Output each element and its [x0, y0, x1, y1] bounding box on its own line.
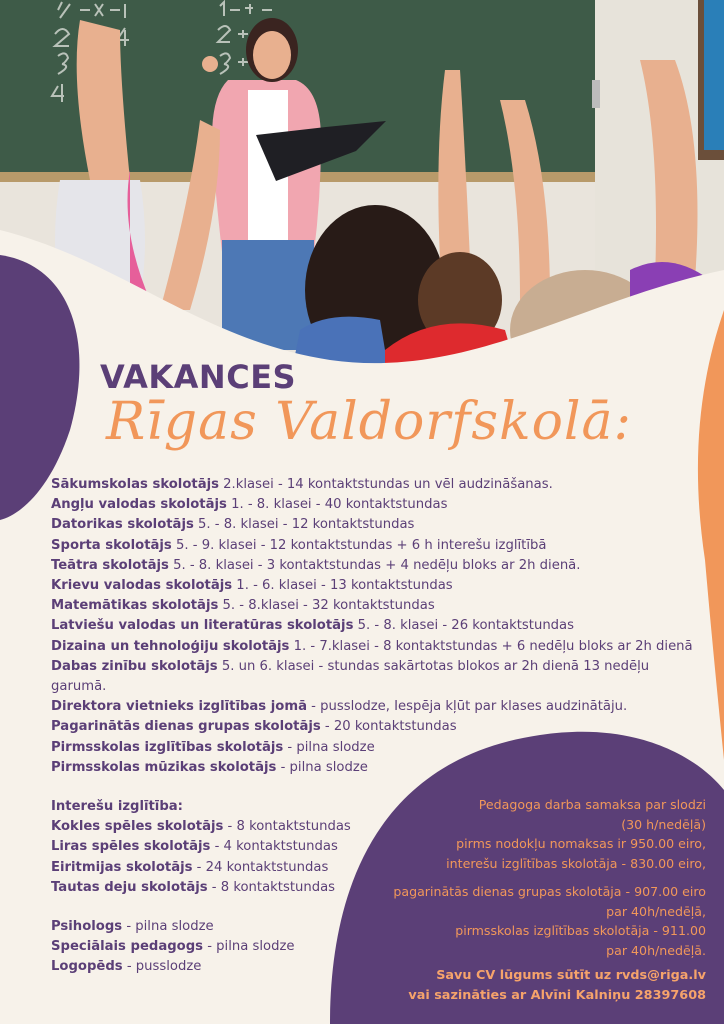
contact-phone-line: vai sazināties ar Alvīni Kalniņu 28397608 [408, 987, 706, 1003]
salary-line: interešu izglītības skolotāja - 830.00 eiro, [446, 855, 706, 871]
list-item: Pirmsskolas izglītības skolotājs - pilna slodze [51, 739, 375, 755]
interest-education-list [51, 797, 351, 898]
list-item: Angļu valodas skolotājs 1. - 8. klasei - 40 kontaktstundas [51, 497, 448, 513]
page-heading: VAKANCES [100, 358, 297, 396]
list-item: Sporta skolotājs 5. - 9. klasei - 12 kontaktstundas + 6 h interešu izglītībā [51, 537, 547, 553]
school-name-title: Rīgas Valdorfskolā: [106, 392, 633, 452]
list-item: Teātra skolotājs 5. - 8. klasei - 3 kontaktstundas + 4 nedēļu bloks ar 2h dienā. [51, 557, 581, 573]
salary-info [370, 795, 706, 960]
contact-email-line: Savu CV lūgums sūtīt uz rvds@riga.lv [436, 968, 706, 983]
list-item: Datorikas skolotājs 5. - 8. klasei - 12 kontaktstundas [51, 517, 415, 533]
list-item: Psihologs - pilna slodze [51, 919, 214, 934]
list-item: Liras spēles skolotājs - 4 kontaktstundas [51, 839, 338, 855]
list-item: Speciālais pedagogs - pilna slodze [51, 939, 295, 955]
list-item: Eiritmijas skolotājs - 24 kontaktstundas [51, 859, 329, 875]
vacancy-list [51, 475, 711, 778]
list-item: Kokles spēles skolotājs - 8 kontaktstundas [51, 819, 351, 835]
salary-line: pagarinātās dienas grupas skolotāja - 907.00 eiro [393, 884, 706, 899]
list-item: Tautas deju skolotājs - 8 kontaktstundas [51, 879, 336, 895]
list-item: Direktora vietnieks izglītības jomā - pusslodze, Iespēja kļūt par klases audzinātāju. [51, 699, 628, 715]
salary-line: Pedagoga darba samaksa par slodzi [478, 797, 706, 812]
section-heading: Interešu izglītība: [51, 799, 183, 814]
list-item: Dizaina un tehnoloģiju skolotājs 1. - 7.klasei - 8 kontaktstundas + 6 nedēļu bloks ar 2h dienā [51, 638, 693, 654]
list-item: Matemātikas skolotājs 5. - 8.klasei - 32 kontaktstundas [51, 598, 435, 614]
list-item: Sākumskolas skolotājs 2.klasei - 14 kontaktstundas un vēl audzināšanas. [51, 477, 553, 492]
list-item: Pirmsskolas mūzikas skolotājs - pilna slodze [51, 759, 368, 775]
list-item: Krievu valodas skolotājs 1. - 6. klasei - 13 kontaktstundas [51, 578, 453, 594]
list-item: Pagarinātās dienas grupas skolotājs - 20 kontaktstundas [51, 719, 457, 735]
salary-line: pirms nodokļu nomaksas ir 950.00 eiro, [456, 836, 706, 851]
contact-info [370, 966, 706, 1005]
list-item: Dabas zinību skolotājs 5. un 6. klasei - stundas sakārtotas blokos ar 2h dienā 13 nedēļu garumā. [51, 658, 650, 695]
list-item: Logopēds - pusslodze [51, 959, 202, 975]
salary-line: (30 h/nedēļā) [621, 816, 706, 832]
salary-line: par 40h/nedēļā, [606, 903, 706, 919]
salary-line: pirmsskolas izglītības skolotāja - 911.00 [455, 923, 706, 938]
list-item: Latviešu valodas un literatūras skolotājs 5. - 8. klasei - 26 kontaktstundas [51, 618, 575, 634]
other-positions-list [51, 917, 295, 978]
salary-line: par 40h/nedēļā. [606, 942, 706, 958]
